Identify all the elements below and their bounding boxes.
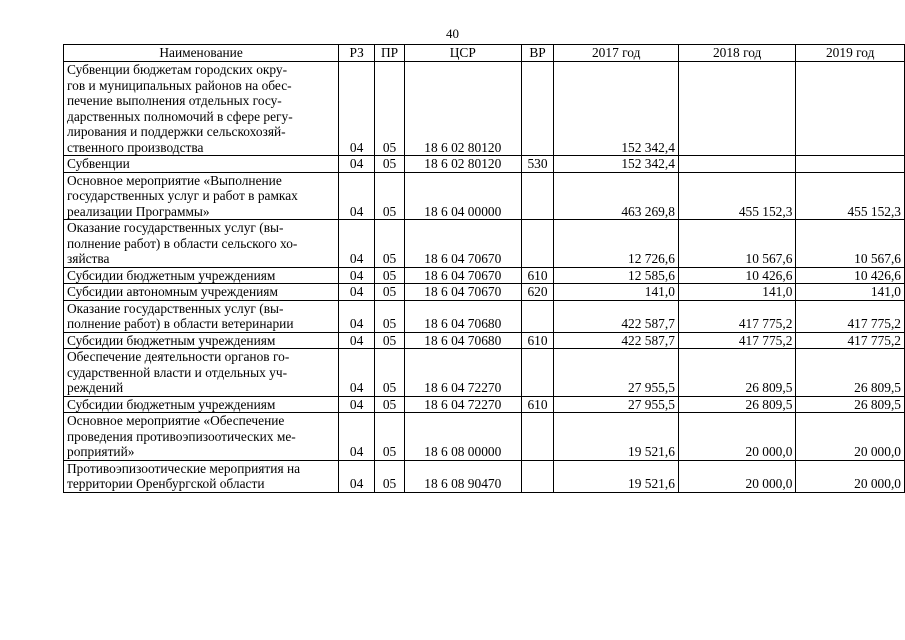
row-rz: 04 — [339, 220, 375, 268]
row-csr: 18 6 04 70680 — [405, 332, 522, 349]
row-2019 — [796, 156, 905, 173]
row-2019 — [796, 62, 905, 156]
row-csr: 18 6 02 80120 — [405, 156, 522, 173]
row-name: Оказание государственных услуг (вы- полнение работ) в области ветеринарии — [64, 300, 339, 332]
row-pr: 05 — [375, 332, 405, 349]
table-row — [64, 62, 905, 156]
row-rz: 04 — [339, 156, 375, 173]
table-row — [64, 300, 905, 332]
row-2017: 422 587,7 — [554, 332, 678, 349]
row-2018: 417 775,2 — [678, 332, 795, 349]
row-csr: 18 6 04 72270 — [405, 349, 522, 397]
row-rz: 04 — [339, 300, 375, 332]
row-name: Субсидии бюджетным учреждениям — [64, 396, 339, 413]
row-pr: 05 — [375, 156, 405, 173]
row-2017: 27 955,5 — [554, 349, 678, 397]
row-pr: 05 — [375, 172, 405, 220]
row-pr: 05 — [375, 349, 405, 397]
row-2019: 455 152,3 — [796, 172, 905, 220]
row-2019: 10 426,6 — [796, 267, 905, 284]
table-row — [64, 156, 905, 173]
row-pr: 05 — [375, 284, 405, 301]
row-vr: 610 — [521, 267, 554, 284]
table-body — [64, 62, 905, 493]
table-row — [64, 332, 905, 349]
table-row — [64, 172, 905, 220]
row-2018: 10 426,6 — [678, 267, 795, 284]
row-pr: 05 — [375, 396, 405, 413]
row-2018: 455 152,3 — [678, 172, 795, 220]
row-csr: 18 6 02 80120 — [405, 62, 522, 156]
row-pr: 05 — [375, 220, 405, 268]
row-2017: 27 955,5 — [554, 396, 678, 413]
row-name: Субвенции бюджетам городских окру- гов и муниципальных районов на обес- печение выполнения отдельных госу- дарственных полномочий в сфере регу- лирования и поддержки сельскохозяй- ственного производства — [64, 62, 339, 156]
row-vr — [521, 220, 554, 268]
row-csr: 18 6 04 70680 — [405, 300, 522, 332]
row-vr — [521, 349, 554, 397]
row-2019: 26 809,5 — [796, 396, 905, 413]
row-2017: 12 726,6 — [554, 220, 678, 268]
row-name: Оказание государственных услуг (вы- полнение работ) в области сельского хо- зяйства — [64, 220, 339, 268]
row-2019: 141,0 — [796, 284, 905, 301]
header-row — [64, 45, 905, 62]
row-2017: 19 521,6 — [554, 413, 678, 461]
row-name: Противоэпизоотические мероприятия на территории Оренбургской области — [64, 460, 339, 492]
row-name: Субсидии автономным учреждениям — [64, 284, 339, 301]
row-2017: 141,0 — [554, 284, 678, 301]
row-pr: 05 — [375, 300, 405, 332]
header-vr: ВР — [521, 45, 554, 62]
row-name: Основное мероприятие «Обеспечение проведения противоэпизоотических ме- роприятий» — [64, 413, 339, 461]
row-csr: 18 6 08 00000 — [405, 413, 522, 461]
header-2019: 2019 год — [796, 45, 905, 62]
header-csr: ЦСР — [405, 45, 522, 62]
row-2019: 417 775,2 — [796, 300, 905, 332]
row-csr: 18 6 04 70670 — [405, 284, 522, 301]
header-2018: 2018 год — [678, 45, 795, 62]
row-rz: 04 — [339, 172, 375, 220]
row-vr: 610 — [521, 332, 554, 349]
row-2017: 463 269,8 — [554, 172, 678, 220]
row-vr — [521, 172, 554, 220]
row-2018: 10 567,6 — [678, 220, 795, 268]
row-rz: 04 — [339, 62, 375, 156]
row-2017: 19 521,6 — [554, 460, 678, 492]
row-rz: 04 — [339, 284, 375, 301]
page-number: 40 — [446, 26, 459, 41]
row-2019: 417 775,2 — [796, 332, 905, 349]
row-2017: 152 342,4 — [554, 62, 678, 156]
row-vr: 620 — [521, 284, 554, 301]
row-vr — [521, 460, 554, 492]
row-vr — [521, 413, 554, 461]
row-2018 — [678, 62, 795, 156]
row-rz: 04 — [339, 460, 375, 492]
row-2018: 20 000,0 — [678, 460, 795, 492]
row-2017: 152 342,4 — [554, 156, 678, 173]
row-2019: 10 567,6 — [796, 220, 905, 268]
row-csr: 18 6 04 00000 — [405, 172, 522, 220]
row-csr: 18 6 04 70670 — [405, 220, 522, 268]
table-row — [64, 267, 905, 284]
row-vr: 610 — [521, 396, 554, 413]
header-name: Наименование — [64, 45, 339, 62]
row-pr: 05 — [375, 62, 405, 156]
row-rz: 04 — [339, 396, 375, 413]
row-2017: 12 585,6 — [554, 267, 678, 284]
table-row — [64, 396, 905, 413]
row-vr — [521, 62, 554, 156]
row-2017: 422 587,7 — [554, 300, 678, 332]
row-vr — [521, 300, 554, 332]
row-csr: 18 6 08 90470 — [405, 460, 522, 492]
row-2018: 417 775,2 — [678, 300, 795, 332]
row-pr: 05 — [375, 267, 405, 284]
row-rz: 04 — [339, 413, 375, 461]
row-csr: 18 6 04 72270 — [405, 396, 522, 413]
row-vr: 530 — [521, 156, 554, 173]
row-rz: 04 — [339, 332, 375, 349]
table-row — [64, 460, 905, 492]
row-rz: 04 — [339, 349, 375, 397]
row-2018: 141,0 — [678, 284, 795, 301]
row-2018 — [678, 156, 795, 173]
table-row — [64, 413, 905, 461]
row-csr: 18 6 04 70670 — [405, 267, 522, 284]
row-2019: 20 000,0 — [796, 460, 905, 492]
table-header — [64, 45, 905, 62]
row-2018: 20 000,0 — [678, 413, 795, 461]
row-2019: 26 809,5 — [796, 349, 905, 397]
header-2017: 2017 год — [554, 45, 678, 62]
row-name: Субсидии бюджетным учреждениям — [64, 332, 339, 349]
row-pr: 05 — [375, 413, 405, 461]
budget-table — [63, 44, 905, 493]
table-row — [64, 284, 905, 301]
table-row — [64, 349, 905, 397]
row-name: Субвенции — [64, 156, 339, 173]
row-name: Субсидии бюджетным учреждениям — [64, 267, 339, 284]
row-name: Основное мероприятие «Выполнение государственных услуг и работ в рамках реализации Программы» — [64, 172, 339, 220]
row-rz: 04 — [339, 267, 375, 284]
row-2018: 26 809,5 — [678, 396, 795, 413]
header-pr: ПР — [375, 45, 405, 62]
header-rz: РЗ — [339, 45, 375, 62]
table-row — [64, 220, 905, 268]
row-2019: 20 000,0 — [796, 413, 905, 461]
row-name: Обеспечение деятельности органов го- сударственной власти и отдельных уч- реждений — [64, 349, 339, 397]
row-2018: 26 809,5 — [678, 349, 795, 397]
row-pr: 05 — [375, 460, 405, 492]
